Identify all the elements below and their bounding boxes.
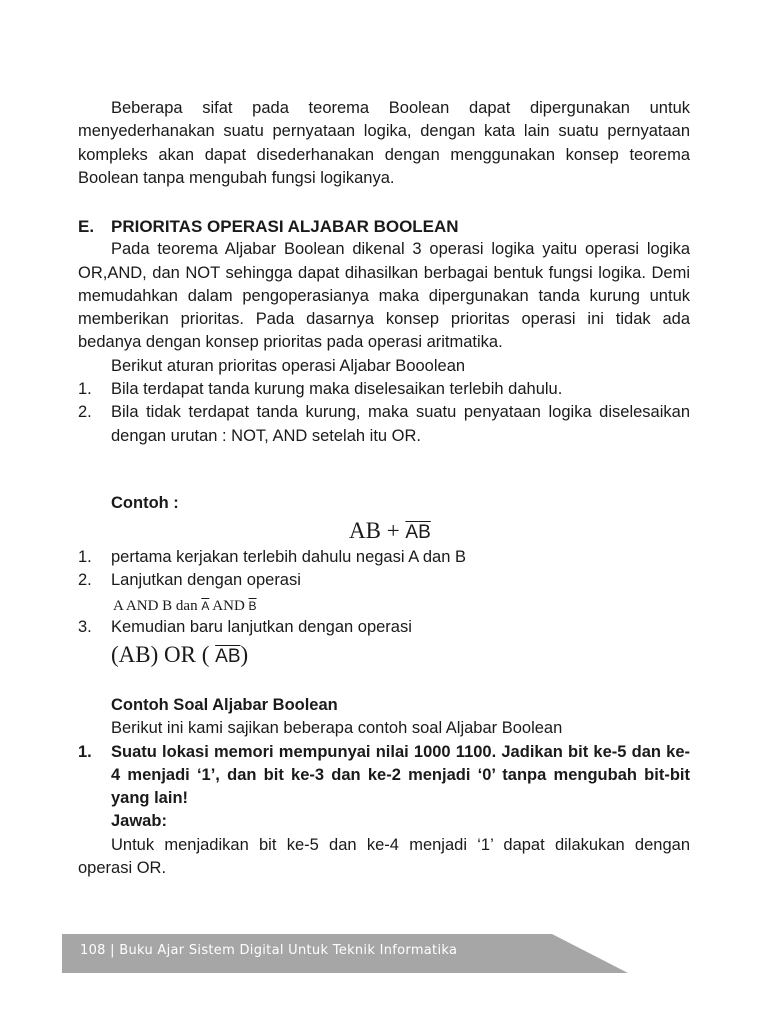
section-letter: E. <box>78 217 95 236</box>
rules-intro: Berikut aturan prioritas operasi Aljabar Booolean <box>111 356 466 375</box>
rule-text: Bila terdapat tanda kurung maka diselesaikan terlebih dahulu. <box>111 380 563 399</box>
formula-and <box>113 596 257 616</box>
formula-term: AB + <box>349 518 406 543</box>
intro-paragraph: Beberapa sifat pada teorema Boolean dapat dipergunakan untuk menyederhanakan suatu pernyataan logika, dengan kata lain suatu pernyataan kompleks akan dapat disederhanakan dengan menggunakan konsep teorema Boolean tanpa mengubah fungsi logikanya. <box>78 99 690 187</box>
list-item <box>78 616 690 639</box>
rule-number: 1. <box>78 380 92 399</box>
formula-not-a: $\overline{A}$ <box>405 522 419 543</box>
question-text: Suatu lokasi memori mempunyai nilai 1000 1100. Jadikan bit ke-5 dan ke-4 menjadi ‘1’, dan bit ke-3 dan ke-2 menjadi ‘0’ tanpa mengubah bit-bit yang lain! <box>111 742 690 808</box>
section-title: PRIORITAS OPERASI ALJABAR BOOLEAN <box>111 217 459 236</box>
question-number: 1. <box>78 742 92 761</box>
section-paragraph: Pada teorema Aljabar Boolean dikenal 3 operasi logika yaitu operasi logika OR,AND, dan NOT sehingga dapat dihasilkan berbagai bentuk fungsi logika. Demi memudahkan dalam pengoperasianya maka dipergunakan tanda kurung untuk memberikan prioritas. Pada dasarnya konsep prioritas operasi ini tidak ada bedanya dengan konsep prioritas pada operasi aritmatika. <box>78 240 690 352</box>
footer-text: 108 | Buku Ajar Sistem Digital Untuk Teknik Informatika <box>80 943 458 958</box>
formula-not-a: $\overline{A}$ <box>201 599 210 613</box>
rules-list <box>78 378 690 448</box>
step-number: 2. <box>78 571 92 590</box>
step3-block <box>78 616 690 639</box>
list-item <box>78 378 690 401</box>
formula-term: AND <box>209 598 249 614</box>
example-label: Contoh : <box>111 494 179 512</box>
list-item <box>78 741 690 811</box>
steps-list <box>78 616 690 639</box>
step-text: Lanjutkan dengan operasi <box>111 571 301 590</box>
steps-list <box>78 546 690 593</box>
intro-block <box>78 97 690 190</box>
step-number: 3. <box>78 618 92 636</box>
answer-text: Untuk menjadikan bit ke-5 dan ke-4 menjadi ‘1’ dapat dilakukan dengan operasi OR. <box>78 835 690 878</box>
rule-text: Bila tidak terdapat tanda kurung, maka suatu penyataan logika diselesaikan dengan urutan : NOT, AND setelah itu OR. <box>111 403 690 445</box>
step-text: Kemudian baru lanjutkan dengan operasi <box>111 618 412 636</box>
example-formula <box>349 517 431 547</box>
step-number: 1. <box>78 548 92 566</box>
formula-or <box>111 640 248 672</box>
list-item <box>78 569 690 592</box>
soal-block <box>78 694 690 880</box>
formula-not-b: $\overline{B}$ <box>248 599 257 613</box>
formula-term: ) <box>240 642 249 667</box>
step-text: pertama kerjakan terlebih dahulu negasi A dan B <box>111 548 466 566</box>
list-item <box>78 401 690 448</box>
formula-term: (AB) OR ( <box>111 642 216 667</box>
formula-not-b: $\overline{B}$ <box>418 522 431 543</box>
soal-intro: Berikut ini kami sajikan beberapa contoh soal Aljabar Boolean <box>111 719 563 738</box>
example-block <box>78 492 690 515</box>
section-e <box>78 215 690 448</box>
rule-number: 2. <box>78 403 92 422</box>
answer-label: Jawab: <box>111 812 167 831</box>
formula-term: A AND B dan <box>113 598 202 614</box>
formula-not-ab: $\overline{AB}$ <box>215 646 241 667</box>
steps-block <box>78 546 690 593</box>
soal-title: Contoh Soal Aljabar Boolean <box>111 696 338 714</box>
question-list <box>78 741 690 811</box>
list-item <box>78 546 690 569</box>
section-heading <box>78 215 690 238</box>
